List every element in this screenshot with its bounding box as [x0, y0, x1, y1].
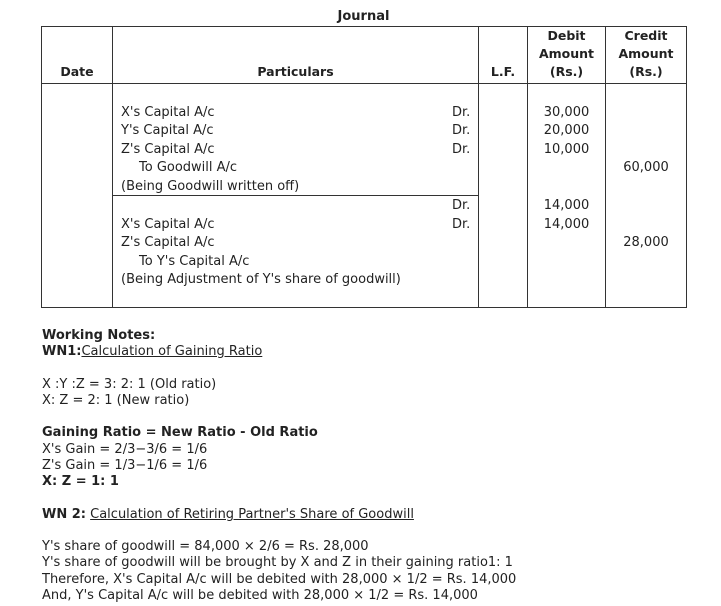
wn2-label: WN 2:: [42, 507, 86, 522]
entries-row: [42, 84, 687, 308]
entry1-line-1: X's Capital A/c: [121, 105, 215, 120]
debit-header-line-1: Debit: [547, 28, 586, 43]
entry1-dr-3: Dr.: [452, 142, 471, 157]
lf-header: L.F.: [479, 27, 528, 84]
credit-header-line-1: Credit: [624, 28, 668, 43]
gaining-ratio-result: X: Z = 1: 1: [42, 474, 119, 489]
wn1-title: Calculation of Gaining Ratio: [81, 344, 263, 359]
wn2-line-2: Y's share of goodwill will be brought by X and Z in their gaining ratio1: 1: [42, 555, 513, 570]
entry2-dr-1: Dr.: [452, 198, 471, 213]
wn2-heading: [42, 507, 414, 522]
debit-header-line-3: (Rs.): [549, 64, 584, 79]
old-ratio: X :Y :Z = 3: 2: 1 (Old ratio): [42, 377, 217, 392]
journal-table: [41, 26, 687, 308]
entry2-credit: 28,000: [623, 235, 669, 250]
date-header: Date: [42, 27, 113, 84]
credit-header-line-2: Amount: [618, 46, 674, 61]
entry1-dr-2: Dr.: [452, 123, 471, 138]
entry2-line-3: To Y's Capital A/c: [139, 254, 250, 269]
entry2-debit-2: 14,000: [543, 217, 590, 232]
entry2-narration: (Being Adjustment of Y's share of goodwill): [121, 272, 401, 287]
lf-cell: [479, 84, 528, 308]
wn2-line-3: Therefore, X's Capital A/c will be debited with 28,000 × 1/2 = Rs. 14,000: [42, 572, 517, 587]
entry1-line-3: Z's Capital A/c: [121, 142, 215, 157]
wn2-line-4: And, Y's Capital A/c will be debited with 28,000 × 1/2 = Rs. 14,000: [42, 588, 478, 603]
x-gain: X's Gain = 2/3−3/6 = 1/6: [42, 442, 208, 457]
credit-header-line-3: (Rs.): [629, 64, 663, 79]
debit-header: [528, 27, 606, 84]
entry1-credit: 60,000: [623, 160, 669, 175]
debit-cell: [528, 84, 606, 308]
gaining-ratio-formula: Gaining Ratio = New Ratio - Old Ratio: [42, 425, 318, 440]
entry1-narration: (Being Goodwill written off): [121, 179, 300, 194]
entry1-line-2: Y's Capital A/c: [121, 123, 214, 138]
wn2-line-1: Y's share of goodwill = 84,000 × 2/6 = Rs. 28,000: [42, 539, 369, 554]
journal-title: Journal: [337, 9, 390, 24]
entry1-line-4: To Goodwill A/c: [139, 160, 238, 175]
entry1-dr-1: Dr.: [452, 105, 471, 120]
entry2-dr-2: Dr.: [452, 217, 471, 232]
header-row: [42, 27, 687, 84]
entry2-debit-1: 14,000: [543, 198, 590, 213]
entry2-line-1: X's Capital A/c: [121, 217, 215, 232]
new-ratio: X: Z = 2: 1 (New ratio): [42, 393, 190, 408]
entry2-line-2: Z's Capital A/c: [121, 235, 215, 250]
particulars-header: Particulars: [113, 27, 479, 84]
date-cell: [42, 84, 113, 308]
credit-cell: [606, 84, 687, 308]
entry-divider: [113, 195, 479, 196]
wn1-label: WN1:: [42, 344, 82, 359]
z-gain: Z's Gain = 1/3−1/6 = 1/6: [42, 458, 208, 473]
entry1-debit-2: 20,000: [543, 123, 590, 138]
debit-header-line-2: Amount: [538, 46, 595, 61]
wn1-heading: [42, 344, 262, 359]
entry1-debit-3: 10,000: [543, 142, 590, 157]
entry1-debit-1: 30,000: [543, 105, 590, 120]
credit-header: [606, 27, 687, 84]
wn2-title: Calculation of Retiring Partner's Share of Goodwill: [90, 507, 414, 522]
working-notes-heading: Working Notes:: [42, 328, 156, 343]
particulars-cell: [113, 84, 479, 308]
